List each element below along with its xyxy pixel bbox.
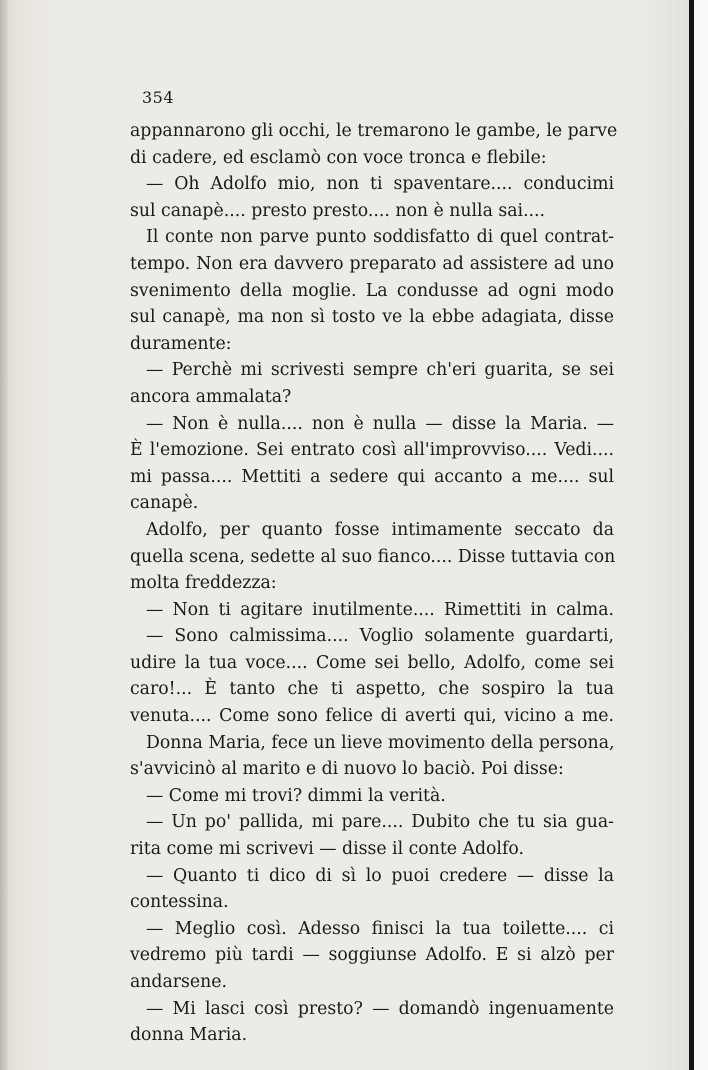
- text-line: venuta.... Come sono felice di averti qui, vicino a me.: [130, 706, 614, 727]
- text-line: — Non ti agitare inutilmente.... Rimettiti in calma.: [146, 599, 614, 620]
- text-line: duramente:: [130, 333, 232, 354]
- text-line: molta freddezza:: [130, 573, 277, 594]
- text-line: — Come mi trovi? dimmi la verità.: [146, 785, 446, 806]
- text-line: caro!... È tanto che ti aspetto, che sospiro la tua: [130, 679, 614, 700]
- text-line: — Sono calmissima.... Voglio solamente guardarti,: [146, 626, 614, 647]
- text-line: appannarono gli occhi, le tremarono le gambe, le parve: [130, 121, 618, 141]
- text-line: — Un po' pallida, mi pare.... Dubito che tu sia gua-: [146, 812, 614, 833]
- text-line: Donna Maria, fece un lieve movimento della persona,: [146, 732, 615, 753]
- text-line: Adolfo, per quanto fosse intimamente seccato da: [146, 519, 614, 540]
- text-line: tempo. Non era davvero preparato ad assistere ad uno: [130, 253, 614, 274]
- text-line: quella scena, sedette al suo fianco.... Disse tuttavia con: [130, 546, 616, 567]
- text-line: ancora ammalata?: [130, 386, 292, 407]
- page-number: 354: [142, 88, 175, 107]
- text-line: udire la tua voce.... Come sei bello, Adolfo, come sei: [130, 652, 614, 673]
- text-line: — Perchè mi scrivesti sempre ch'eri guarita, se sei: [146, 360, 614, 381]
- text-line: rita come mi scrivevi — disse il conte Adolfo.: [130, 839, 524, 860]
- body-text: [130, 118, 618, 1049]
- text-line: contessina.: [130, 892, 229, 913]
- text-line: di cadere, ed esclamò con voce tronca e flebile:: [130, 147, 547, 168]
- text-line: sul canapè, ma non sì tosto ve la ebbe adagiata, disse: [130, 307, 614, 328]
- text-line: sul canapè.... presto presto.... non è nulla sai....: [130, 200, 546, 221]
- text-line: donna Maria.: [130, 1025, 248, 1046]
- text-line: È l'emozione. Sei entrato così all'improvviso.... Vedi....: [130, 440, 614, 461]
- text-line: — Non è nulla.... non è nulla — disse la Maria. —: [146, 413, 614, 434]
- text-line: — Oh Adolfo mio, non ti spaventare.... conducimi: [146, 174, 614, 195]
- text-line: svenimento della moglie. La condusse ad ogni modo: [130, 280, 614, 301]
- text-line: — Meglio così. Adesso finisci la tua toilette.... ci: [146, 918, 614, 939]
- text-line: vedremo più tardi — soggiunse Adolfo. E si alzò per: [130, 945, 614, 966]
- page-left-edge: [0, 0, 8, 1070]
- scan-margin: [694, 0, 708, 1070]
- text-line: — Quanto ti dico di sì lo puoi credere — disse la: [146, 865, 614, 886]
- text-line: — Mi lasci così presto? — domandò ingenuamente: [146, 998, 614, 1019]
- text-line: s'avvicinò al marito e di nuovo lo baciò. Poi disse:: [130, 759, 564, 780]
- text-line: mi passa.... Mettiti a sedere qui accanto a me.... sul: [130, 466, 614, 487]
- text-line: andarsene.: [130, 972, 228, 992]
- text-line: canapè.: [130, 493, 199, 514]
- text-line: Il conte non parve punto soddisfatto di quel contrat-: [146, 227, 614, 248]
